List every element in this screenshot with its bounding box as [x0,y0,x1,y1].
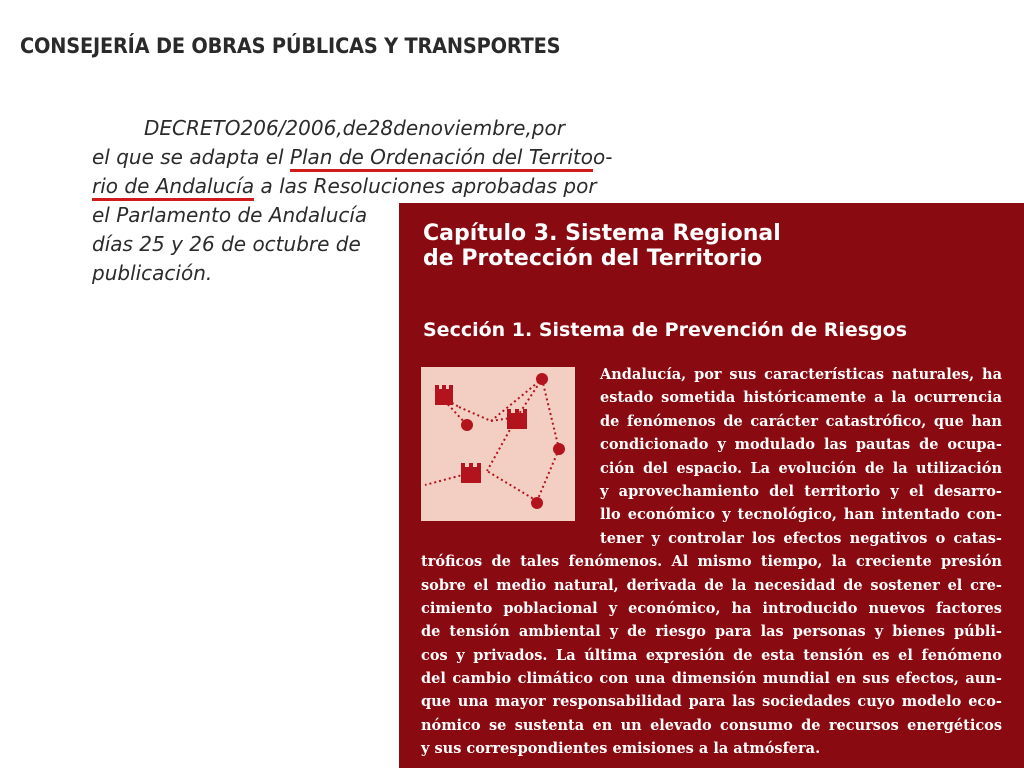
body-word: a [698,740,714,758]
body-word: históricamente [743,389,867,407]
body-word: ha [731,599,752,617]
body-word: y [890,482,899,500]
body-word: de [627,623,647,641]
body-word: y [600,482,609,500]
decree-word: 28 [367,116,394,140]
decree-line-2-b: o- [592,145,613,169]
body-word: ha [982,366,1002,383]
body-word: tensión [449,623,510,641]
chapter-panel [399,203,1024,768]
body-word: las [823,436,848,454]
body-line [600,503,1002,526]
body-word: el [909,482,924,500]
body-word: efectos, [895,670,959,688]
body-word: de [733,646,753,664]
body-word: factores [936,599,1002,617]
body-word: los [751,529,776,547]
body-word: sociedades [762,693,851,711]
body-word: y [651,529,660,547]
body-word: sustenta [514,716,585,734]
body-word: fenómenos [627,412,716,430]
chapter-title-line-2: de Protección del Territorio [423,246,763,271]
body-word: han [843,506,875,524]
body-word: se [488,716,507,734]
body-word: elevado [650,716,712,734]
body-line [421,574,1002,597]
body-word: cos [421,646,448,664]
body-word: públi- [954,623,1002,641]
body-word: tener [600,529,644,547]
decree-word: por [531,116,565,140]
body-line [421,714,1002,737]
body-word: o [935,529,946,547]
body-word: natural, [553,576,619,594]
body-word: de [600,412,620,430]
body-word: el [898,646,913,664]
body-word: negativos [849,529,928,547]
body-word: sus [729,366,757,383]
body-word: creciente [855,553,932,571]
body-word: tróficos [421,553,483,571]
body-line [600,457,1002,480]
body-word: bienes [892,623,945,641]
body-word: medio [496,576,547,594]
body-word: mismo [697,553,752,571]
body-word: con [599,670,629,688]
body-word: es [872,646,890,664]
body-line [600,480,1002,503]
body-word: recursos [828,716,899,734]
body-word: de [723,412,743,430]
body-word: sobre [421,576,466,594]
body-word: espacio. [676,459,743,477]
body-word: y [608,599,618,617]
body-word: y [717,436,726,454]
body-word: eco- [968,693,1002,711]
decree-line-4-text: el Parlamento de Andalucía [92,203,368,227]
body-word: Al [671,553,689,571]
body-word: por [694,366,722,383]
body-line [600,386,1002,409]
body-line [600,410,1002,433]
body-word: efectos [783,529,842,547]
decree-word: 206/2006, [240,116,343,140]
body-word: expresión [645,646,725,664]
body-word: necesidad [754,576,836,594]
decree-link-part2[interactable]: rio de Andalucía [92,174,254,201]
body-word: la [891,389,907,407]
body-word: económico [627,506,716,524]
body-word: fenómenos. [568,553,663,571]
body-line [600,433,1002,456]
body-word: La [556,646,576,664]
body-word: y [456,646,465,664]
body-word: estado [600,389,654,407]
body-word: un [620,716,642,734]
body-word: condicionado [600,436,709,454]
page-heading: CONSEJERÍA DE OBRAS PÚBLICAS Y TRANSPORTES [20,34,561,58]
body-word: climático [517,670,593,688]
body-word: emisiones [612,740,699,758]
body-word: energéticos [907,716,1002,734]
body-word: consumo [720,716,793,734]
body-word: sus [434,740,467,758]
body-word: la [731,576,747,594]
body-line [421,690,1002,713]
body-word: aun- [965,670,1002,688]
body-word: las [760,623,784,641]
body-word: de [491,553,511,571]
decree-word: de [393,116,419,140]
body-word: características [764,366,885,383]
body-word: el [473,576,489,594]
body-word: de [864,459,885,477]
body-word: modelo [901,693,962,711]
body-word: tales [520,553,560,571]
body-word: una [634,670,666,688]
body-word: modulado [734,436,816,454]
body-word: pautas [855,436,911,454]
body-word: económico, [628,599,721,617]
body-line [600,527,1002,550]
body-word: del [421,670,446,688]
body-word: sometida [661,389,736,407]
decree-word: noviembre, [418,116,532,140]
body-line [421,550,1002,573]
body-word: las [732,693,756,711]
body-word: mundial [762,670,830,688]
body-word: la [892,459,908,477]
body-word: y [722,506,731,524]
body-word: catas- [953,529,1002,547]
body-word: el [947,576,963,594]
body-word: naturales, [891,366,975,383]
body-word: Andalucía, [600,366,687,383]
body-word: la [831,553,847,571]
body-word: derivada [626,576,697,594]
body-word: riesgo [655,623,706,641]
body-word: personas [792,623,866,641]
body-word: fenómeno [921,646,1002,664]
body-word: y [874,623,884,641]
body-word: nuevos [868,599,926,617]
body-word: de [843,576,863,594]
body-word: La [750,459,771,477]
body-word: nómico [421,716,481,734]
body-word: llo [600,506,621,524]
body-line [421,644,1002,667]
body-word: poblacional [503,599,598,617]
body-word: que [933,412,964,430]
body-word: atmósfera. [733,740,821,758]
section-title: Sección 1. Sistema de Prevención de Riesgos [423,319,908,341]
body-word: una [457,693,489,711]
body-word: para [714,623,752,641]
body-word: tecnológico, [737,506,837,524]
body-word: sostener [870,576,940,594]
body-word: y [421,740,435,758]
body-text [399,363,1024,761]
body-word: cambio [452,670,512,688]
body-word: en [592,716,613,734]
body-word: cimiento [421,599,493,617]
body-word: y [609,623,619,641]
body-word: presión [941,553,1002,571]
body-word: del [769,482,795,500]
body-word: utilización [916,459,1002,477]
body-word: ambiental [518,623,601,641]
body-word: ción [600,459,635,477]
body-word: cuyo [857,693,895,711]
body-word: última [584,646,638,664]
chapter-title-line-1: Capítulo 3. Sistema Regional [423,221,781,246]
body-word: de [801,716,821,734]
body-word: mayor [495,693,546,711]
body-word: intentado [881,506,960,524]
decree-word: DECRETO [144,116,241,140]
body-word: han [971,412,1002,430]
decree-line-3 [92,172,666,201]
body-word: dimensión [671,670,757,688]
decree-line-3-b: a las Resoluciones aprobadas por [254,174,597,198]
body-word: en [836,670,857,688]
decree-line-2 [92,143,666,172]
body-word: desarro- [934,482,1002,500]
body-word: de [704,576,724,594]
body-line [421,737,1002,760]
body-line [600,363,1002,386]
body-word: aprovechamiento [618,482,759,500]
body-word: que [421,693,451,711]
decree-word: de [342,116,368,140]
body-word: cre- [970,576,1002,594]
body-word: evolución [778,459,857,477]
body-word: para [688,693,726,711]
body-word: responsabilidad [552,693,682,711]
body-line [421,620,1002,643]
body-word: introducido [762,599,858,617]
body-word: de [919,436,939,454]
body-word: tiempo, [760,553,823,571]
body-word: privados. [473,646,548,664]
body-word: la [713,740,734,758]
body-word: con- [966,506,1002,524]
body-word: territorio [804,482,881,500]
decree-link-part1[interactable]: Plan de Ordenación del Territo [290,145,593,172]
body-word: tensión [803,646,864,664]
body-word: a [874,389,884,407]
body-word: ocurrencia [914,389,1002,407]
body-word: correspondientes [466,740,613,758]
body-word: ocupa- [947,436,1002,454]
body-word: catastrófico, [825,412,927,430]
body-word: controlar [668,529,744,547]
decree-line-5-text: días 25 y 26 de octubre de [92,232,361,256]
decree-line-2-a: el que se adapta el [92,145,290,169]
decree-line-1 [92,114,666,143]
body-line [421,597,1002,620]
decree-line-6-text: publicación. [92,261,213,285]
body-word: de [421,623,441,641]
body-word: carácter [750,412,818,430]
chapter-title [423,221,781,271]
body-word: del [643,459,668,477]
body-line [421,667,1002,690]
body-word: sus [862,670,890,688]
body-word: esta [761,646,795,664]
